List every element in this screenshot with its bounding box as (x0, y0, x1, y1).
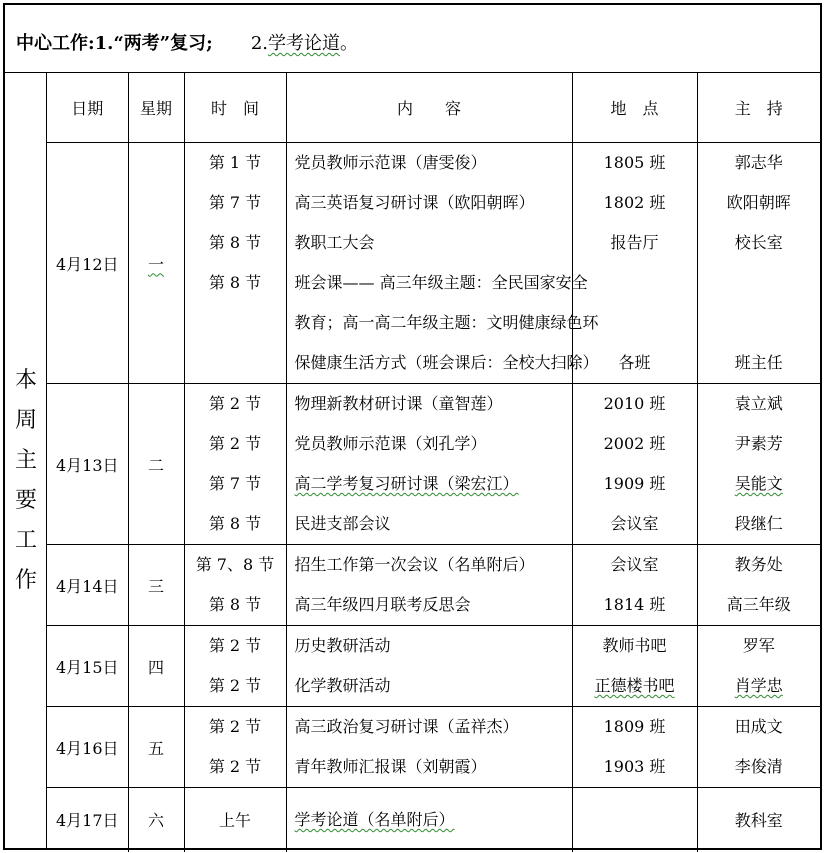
side-char: 工 (14, 528, 37, 553)
date-cell: 4月14日 (47, 545, 128, 626)
item1-number: 1. (94, 33, 114, 54)
time-entry: 第 2 节 (208, 757, 262, 776)
time-entry (185, 303, 286, 343)
side-label (5, 361, 47, 601)
column-header-weekday: 星期 (128, 73, 184, 143)
date-cell: 4月16日 (47, 707, 128, 788)
date-cell: 4月17日 (47, 788, 128, 852)
host-entry (698, 666, 821, 706)
column-header-content: 内 容 (286, 73, 572, 143)
host-entry: 李俊清 (734, 757, 783, 776)
host-entry: 段继仁 (734, 514, 783, 533)
central-work-label: 中心工作: (16, 33, 95, 54)
place-entry: 报告厅 (610, 233, 659, 252)
content-entry-text: 学考论道（名单附后） (294, 809, 455, 829)
place-entry: 1805 班 (603, 153, 666, 172)
item1-text: “两考”复习; (113, 33, 213, 54)
time-cell (184, 707, 286, 788)
date-cell: 4月12日 (47, 143, 128, 384)
content-entry: 教职工大会 (294, 233, 375, 252)
place-entry: 2002 班 (603, 434, 666, 453)
place-cell (572, 384, 697, 545)
host-cell: 教科室 (697, 788, 820, 852)
place-cell (572, 626, 697, 707)
time-entry: 第 1 节 (208, 153, 262, 172)
column-header-place: 地 点 (572, 73, 697, 143)
content-entry: 高三英语复习研讨课（欧阳朝晖） (294, 193, 535, 212)
table-row (47, 626, 820, 707)
host-entry-text: 肖学忠 (734, 676, 783, 695)
host-entry: 罗军 (742, 636, 775, 655)
content-entry: 班会课—— 高三年级主题：全民国家安全 (294, 273, 588, 292)
table-row (47, 384, 820, 545)
time-entry: 第 8 节 (208, 273, 262, 292)
side-char: 主 (14, 448, 37, 473)
host-entry: 教务处 (734, 555, 783, 574)
content-entry: 高三政治复习研讨课（孟祥杰） (294, 717, 519, 736)
schedule-sheet (3, 3, 822, 850)
weekday-cell: 五 (128, 707, 184, 788)
content-entry (287, 464, 572, 504)
place-entry: 各班 (618, 353, 651, 372)
host-entry: 郭志华 (734, 153, 783, 172)
time-entry: 第 8 节 (208, 514, 262, 533)
weekday-cell (128, 143, 184, 384)
content-entry: 党员教师示范课（刘孔学） (294, 434, 487, 453)
host-entry (698, 263, 821, 303)
weekday-cell: 四 (128, 626, 184, 707)
column-header-date: 日期 (47, 73, 128, 143)
place-entry: 1909 班 (603, 474, 666, 493)
time-entry: 第 7、8 节 (195, 555, 275, 574)
content-entry: 高三年级四月联考反思会 (294, 595, 471, 614)
central-work-line (16, 29, 358, 55)
time-cell: 上午 (184, 788, 286, 852)
place-entry: 2010 班 (603, 394, 666, 413)
place-entry: 1903 班 (603, 757, 666, 776)
host-entry: 欧阳朝晖 (726, 193, 791, 212)
item2-end: 。 (340, 33, 358, 54)
host-cell (697, 545, 820, 626)
place-entry: 1814 班 (603, 595, 666, 614)
host-cell (697, 384, 820, 545)
content-cell (286, 384, 572, 545)
time-entry: 第 7 节 (208, 193, 262, 212)
side-char: 要 (14, 488, 37, 513)
time-cell (184, 143, 286, 384)
content-cell (286, 545, 572, 626)
item2-text: 学考论道 (268, 33, 340, 54)
side-char: 作 (14, 568, 37, 593)
host-entry: 班主任 (734, 353, 783, 372)
content-cell (286, 788, 572, 852)
host-entry: 田成文 (734, 717, 783, 736)
content-cell (286, 707, 572, 788)
place-cell (572, 788, 697, 852)
side-char: 周 (14, 408, 37, 433)
host-entry: 尹素芳 (734, 434, 783, 453)
content-entry-text: 高二学考复习研讨课（梁宏江） (294, 474, 519, 493)
content-entry: 青年教师汇报课（刘朝霞） (294, 757, 487, 776)
item2-number: 2. (250, 33, 268, 54)
time-cell (184, 545, 286, 626)
place-entry (573, 666, 697, 706)
content-cell (286, 626, 572, 707)
place-entry: 1802 班 (603, 193, 666, 212)
date-cell: 4月13日 (47, 384, 128, 545)
place-cell (572, 545, 697, 626)
time-cell (184, 626, 286, 707)
header-row (5, 5, 820, 73)
table-header-row (47, 73, 820, 143)
content-entry: 化学教研活动 (294, 676, 391, 695)
time-cell (184, 384, 286, 545)
host-entry: 校长室 (734, 233, 783, 252)
date-cell: 4月15日 (47, 626, 128, 707)
weekly-schedule-table (47, 73, 820, 852)
time-entry: 第 8 节 (208, 595, 262, 614)
content-cell (286, 143, 599, 384)
weekday-cell: 六 (128, 788, 184, 852)
weekday-cell: 三 (128, 545, 184, 626)
place-entry: 1809 班 (603, 717, 666, 736)
column-header-host: 主 持 (697, 73, 820, 143)
place-entry: 教师书吧 (602, 636, 667, 655)
place-cell (572, 143, 697, 384)
place-entry (573, 263, 697, 303)
content-entry: 民进支部会议 (294, 514, 391, 533)
content-entry: 党员教师示范课（唐雯俊） (294, 153, 487, 172)
time-entry: 第 7 节 (208, 474, 262, 493)
host-entry: 袁立斌 (734, 394, 783, 413)
content-entry: 保健康生活方式（班会课后：全校大扫除） (294, 353, 599, 372)
time-entry: 第 2 节 (208, 676, 262, 695)
column-header-time: 时 间 (184, 73, 286, 143)
table-row (47, 707, 820, 788)
time-entry: 第 2 节 (208, 717, 262, 736)
content-entry: 教育；高一高二年级主题：文明健康绿色环 (294, 313, 599, 332)
host-cell (697, 143, 820, 384)
side-label-column (5, 73, 47, 850)
place-entry: 会议室 (610, 555, 659, 574)
host-cell (697, 626, 820, 707)
table-row (47, 143, 820, 384)
host-entry (698, 303, 821, 343)
content-entry: 物理新教材研讨课（童智莲） (294, 394, 503, 413)
weekday-text: 一 (147, 254, 164, 274)
content-entry: 历史教研活动 (294, 636, 391, 655)
time-entry: 第 8 节 (208, 233, 262, 252)
place-entry: 会议室 (610, 514, 659, 533)
time-entry: 第 2 节 (208, 636, 262, 655)
time-entry: 第 2 节 (208, 434, 262, 453)
content-entry: 招生工作第一次会议（名单附后） (294, 555, 535, 574)
host-entry-text: 吴能文 (734, 474, 783, 493)
table-row (47, 788, 820, 852)
place-cell (572, 707, 697, 788)
host-entry: 高三年级 (726, 595, 791, 614)
host-entry (698, 464, 821, 504)
table-row (47, 545, 820, 626)
side-char: 本 (14, 368, 37, 393)
weekday-cell: 二 (128, 384, 184, 545)
host-cell (697, 707, 820, 788)
time-entry: 第 2 节 (208, 394, 262, 413)
place-entry-text: 正德楼书吧 (594, 676, 675, 695)
time-entry (185, 343, 286, 383)
content-entry (287, 800, 572, 840)
